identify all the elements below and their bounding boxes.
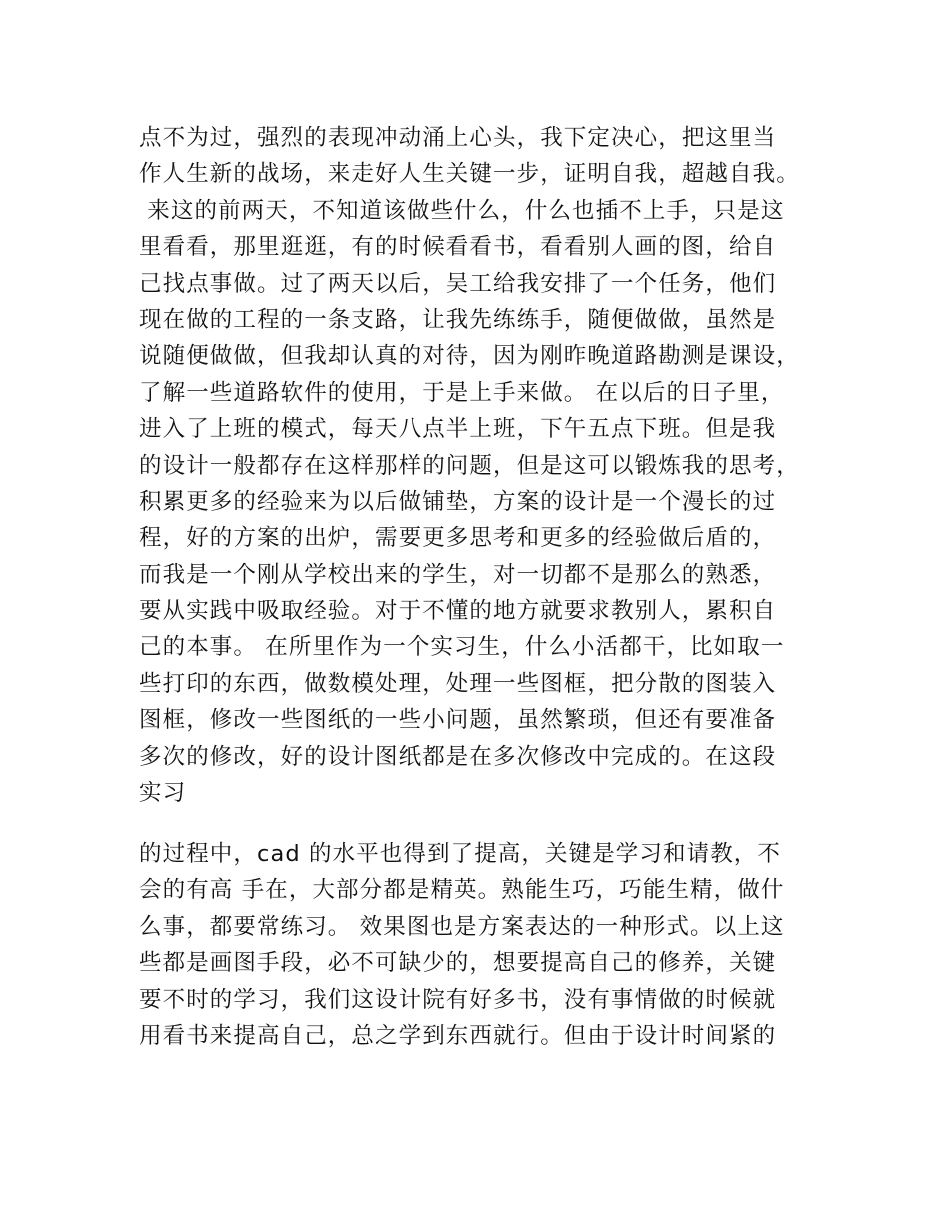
text-line: 么事，都要常练习。 效果图也是方案表达的一种形式。以上这 <box>139 913 785 940</box>
text-line: 要不时的学习，我们这设计院有好多书，没有事情做的时候就 <box>139 986 777 1013</box>
text-line: 要从实践中吸取经验。对于不懂的地方就要求教别人，累积自 <box>139 598 777 625</box>
text-line: 说随便做做，但我却认真的对待，因为刚昨晚道路勘测是课设， <box>139 343 800 370</box>
text-line: 点不为过，强烈的表现冲动涌上心头，我下定决心，把这里当 <box>139 125 777 151</box>
text-line: 多次的修改，好的设计图纸都是在多次修改中完成的。在这段 <box>139 743 777 770</box>
text-line: 会的有高 手在，大部分都是精英。熟能生巧，巧能生精，做什 <box>139 877 785 904</box>
text-line: 的过程中，cad 的水平也得到了提高，关键是学习和请教，不 <box>139 841 781 867</box>
text-line: 作人生新的战场，来走好人生关键一步，证明自我，超越自我。 <box>139 161 800 188</box>
text-line: 进入了上班的模式，每天八点半上班，下午五点下班。但是我 <box>139 416 777 443</box>
text-line: 了解一些道路软件的使用，于是上手来做。 在以后的日子里， <box>139 379 785 406</box>
text-line: 积累更多的经验来为以后做铺垫，方案的设计是一个漫长的过 <box>139 488 777 515</box>
text-line: 实习 <box>139 780 187 807</box>
text-line: 图框，修改一些图纸的一些小问题，虽然繁琐，但还有要准备 <box>139 707 777 734</box>
text-line: 的设计一般都存在这样那样的问题，但是这可以锻炼我的思考， <box>139 452 800 479</box>
text-line: 现在做的工程的一条支路，让我先练练手，随便做做，虽然是 <box>139 306 777 333</box>
text-line: 而我是一个刚从学校出来的学生，对一切都不是那么的熟悉， <box>139 561 777 588</box>
text-line: 己的本事。 在所里作为一个实习生，什么小活都干，比如取一 <box>139 634 785 661</box>
text-line: 程，好的方案的出炉，需要更多思考和更多的经验做后盾的， <box>139 525 777 552</box>
text-line: 些打印的东西，做数模处理，处理一些图框，把分散的图装入 <box>139 670 777 697</box>
text-line: 用看书来提高自己，总之学到东西就行。但由于设计时间紧的 <box>139 1022 777 1049</box>
text-line: 己找点事做。过了两天以后，吴工给我安排了一个任务，他们 <box>139 270 777 297</box>
paragraph-1 <box>139 120 839 811</box>
text-line: 些都是画图手段，必不可缺少的，想要提高自己的修养，关键 <box>139 950 777 977</box>
text-line: 来这的前两天，不知道该做些什么，什么也插不上手，只是这 <box>139 197 785 224</box>
text-line: 里看看，那里逛逛，有的时候看看书，看看别人画的图，给自 <box>139 234 777 261</box>
paragraph-2 <box>139 836 839 1054</box>
